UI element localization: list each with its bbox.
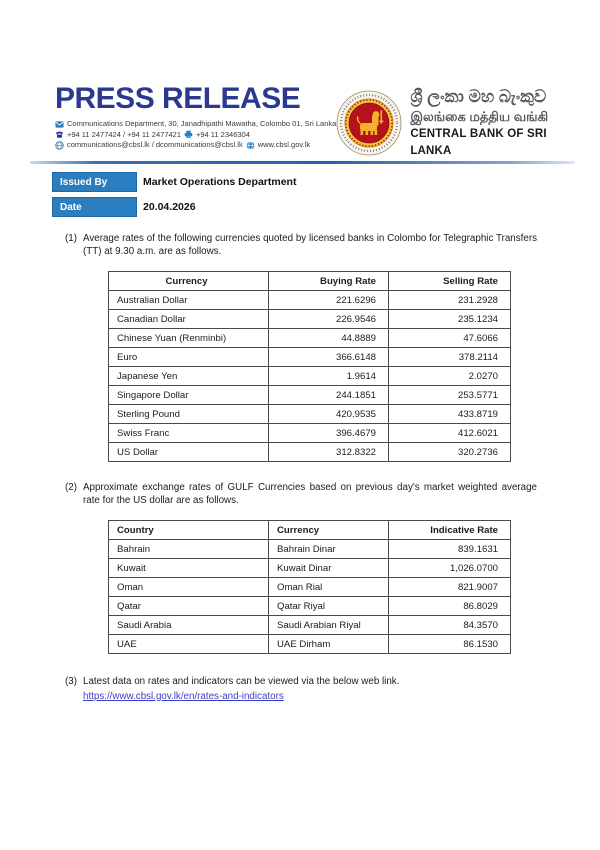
table-row (109, 578, 511, 597)
table-row (109, 424, 511, 443)
paragraph-2-text: Approximate exchange rates of GULF Currencies based on previous day's market weighted average rate for the US dollar are as follows. (83, 482, 537, 506)
column-header-currency: Currency (109, 272, 269, 291)
paragraph-3-number: (3) (65, 676, 77, 687)
table-cell: 312.8322 (269, 443, 389, 462)
envelope-icon (55, 120, 64, 129)
table-row (109, 443, 511, 462)
table-cell: Chinese Yuan (Renminbi) (109, 329, 269, 348)
column-header-buying-rate: Buying Rate (269, 272, 389, 291)
table-cell: Qatar (109, 597, 269, 616)
issued-by-label: Issued By (52, 172, 137, 192)
table-cell: 44.8889 (269, 329, 389, 348)
table-cell: 366.6148 (269, 348, 389, 367)
table-cell: 433.8719 (389, 405, 511, 424)
phone-icon (55, 130, 64, 139)
email-addresses: communications@cbsl.lk / dcommunications@cbsl.lk (67, 140, 243, 149)
table-cell: UAE (109, 635, 269, 654)
address-line (55, 119, 336, 130)
issued-by-value: Market Operations Department (143, 176, 297, 188)
table-cell: Australian Dollar (109, 291, 269, 310)
website-text: www.cbsl.gov.lk (257, 140, 311, 149)
table-cell: Saudi Arabia (109, 616, 269, 635)
phone-numbers: +94 11 2477424 / +94 11 2477421 (67, 129, 181, 139)
date-value: 20.04.2026 (143, 201, 196, 213)
table-cell: Bahrain (109, 540, 269, 559)
table-cell: 86.8029 (389, 597, 511, 616)
table-cell: 84.3570 (389, 616, 511, 635)
meta-block (52, 172, 296, 222)
paragraph-2 (65, 482, 537, 507)
table-cell: 378.2114 (389, 348, 511, 367)
gulf-rates-table (108, 520, 511, 654)
column-header-selling-rate: Selling Rate (389, 272, 511, 291)
globe-icon (55, 141, 64, 150)
table-cell: 1.9614 (269, 367, 389, 386)
table-row (109, 310, 511, 329)
table-row (109, 329, 511, 348)
table-cell: 1,026.0700 (389, 559, 511, 578)
table-cell: US Dollar (109, 443, 269, 462)
paragraph-1-number: (1) (65, 233, 77, 244)
table-row (109, 559, 511, 578)
central-bank-seal-logo (336, 90, 402, 156)
table-cell: 2.0270 (389, 367, 511, 386)
table-row (109, 348, 511, 367)
address-text: Communications Department, 30, Janadhipathi Mawatha, Colombo 01, Sri Lanka (67, 119, 337, 128)
bank-name-sinhala: ශ්‍රී ලංකා මහ බැංකුව (410, 87, 547, 106)
table-cell: 231.2928 (389, 291, 511, 310)
table-cell: 420.9535 (269, 405, 389, 424)
header-left (55, 84, 336, 160)
table-cell: Japanese Yen (109, 367, 269, 386)
table-cell: Singapore Dollar (109, 386, 269, 405)
phone-line (55, 130, 336, 141)
table-cell: 412.6021 (389, 424, 511, 443)
bank-names (410, 86, 575, 160)
table-cell: Saudi Arabian Riyal (269, 616, 389, 635)
table-header-row (109, 272, 511, 291)
header-divider (30, 161, 575, 164)
paragraph-3 (65, 676, 537, 689)
tt-rates-table (108, 271, 511, 462)
date-label: Date (52, 197, 137, 217)
table-row (109, 635, 511, 654)
paragraph-1 (65, 233, 537, 258)
table-cell: 839.1631 (389, 540, 511, 559)
table-cell: 253.5771 (389, 386, 511, 405)
bank-name-tamil: இலங்கை மத்திய வங்கி (410, 109, 549, 124)
table-cell: 47.6066 (389, 329, 511, 348)
table-cell: Sterling Pound (109, 405, 269, 424)
table-row (109, 405, 511, 424)
date-row (52, 197, 296, 217)
table-cell: Kuwait (109, 559, 269, 578)
rates-indicators-link[interactable]: https://www.cbsl.gov.lk/en/rates-and-indicators (83, 690, 284, 702)
table-row (109, 367, 511, 386)
header (55, 84, 575, 160)
table-cell: Qatar Riyal (269, 597, 389, 616)
table-cell: Canadian Dollar (109, 310, 269, 329)
content (65, 233, 537, 703)
table-cell: 821.9007 (389, 578, 511, 597)
table-cell: 235.1234 (389, 310, 511, 329)
bank-identity (336, 84, 575, 160)
fax-number: +94 11 2346304 (196, 129, 250, 139)
paragraph-2-number: (2) (65, 482, 77, 493)
table-cell: 244.1851 (269, 386, 389, 405)
fax-icon (184, 130, 193, 139)
table-cell: UAE Dirham (269, 635, 389, 654)
table-cell: Euro (109, 348, 269, 367)
table-cell: Oman Rial (269, 578, 389, 597)
table-cell: Kuwait Dinar (269, 559, 389, 578)
table-row (109, 616, 511, 635)
page-title: PRESS RELEASE (55, 82, 301, 115)
paragraph-3-text: Latest data on rates and indicators can be viewed via the below web link. (83, 676, 400, 687)
table-cell: 226.9546 (269, 310, 389, 329)
column-header-indicative-rate: Indicative Rate (389, 521, 511, 540)
web-line (55, 140, 336, 151)
column-header-currency: Currency (269, 521, 389, 540)
table-cell: 396.4679 (269, 424, 389, 443)
rates-indicators-link-line (83, 690, 537, 703)
table-cell: 221.6296 (269, 291, 389, 310)
table-cell: 320.2736 (389, 443, 511, 462)
table-header-row (109, 521, 511, 540)
table-cell: Swiss Franc (109, 424, 269, 443)
table-row (109, 597, 511, 616)
table-row (109, 386, 511, 405)
column-header-country: Country (109, 521, 269, 540)
table-cell: 86.1530 (389, 635, 511, 654)
table-row (109, 291, 511, 310)
globe-icon (246, 141, 255, 150)
table-cell: Bahrain Dinar (269, 540, 389, 559)
bank-name-english: CENTRAL BANK OF SRI LANKA (410, 128, 547, 157)
table-cell: Oman (109, 578, 269, 597)
issued-by-row (52, 172, 296, 192)
paragraph-1-text: Average rates of the following currencies quoted by licensed banks in Colombo for Telegraphic Transfers (TT) at 9.30 a.m. are as follows. (83, 233, 537, 257)
table-row (109, 540, 511, 559)
